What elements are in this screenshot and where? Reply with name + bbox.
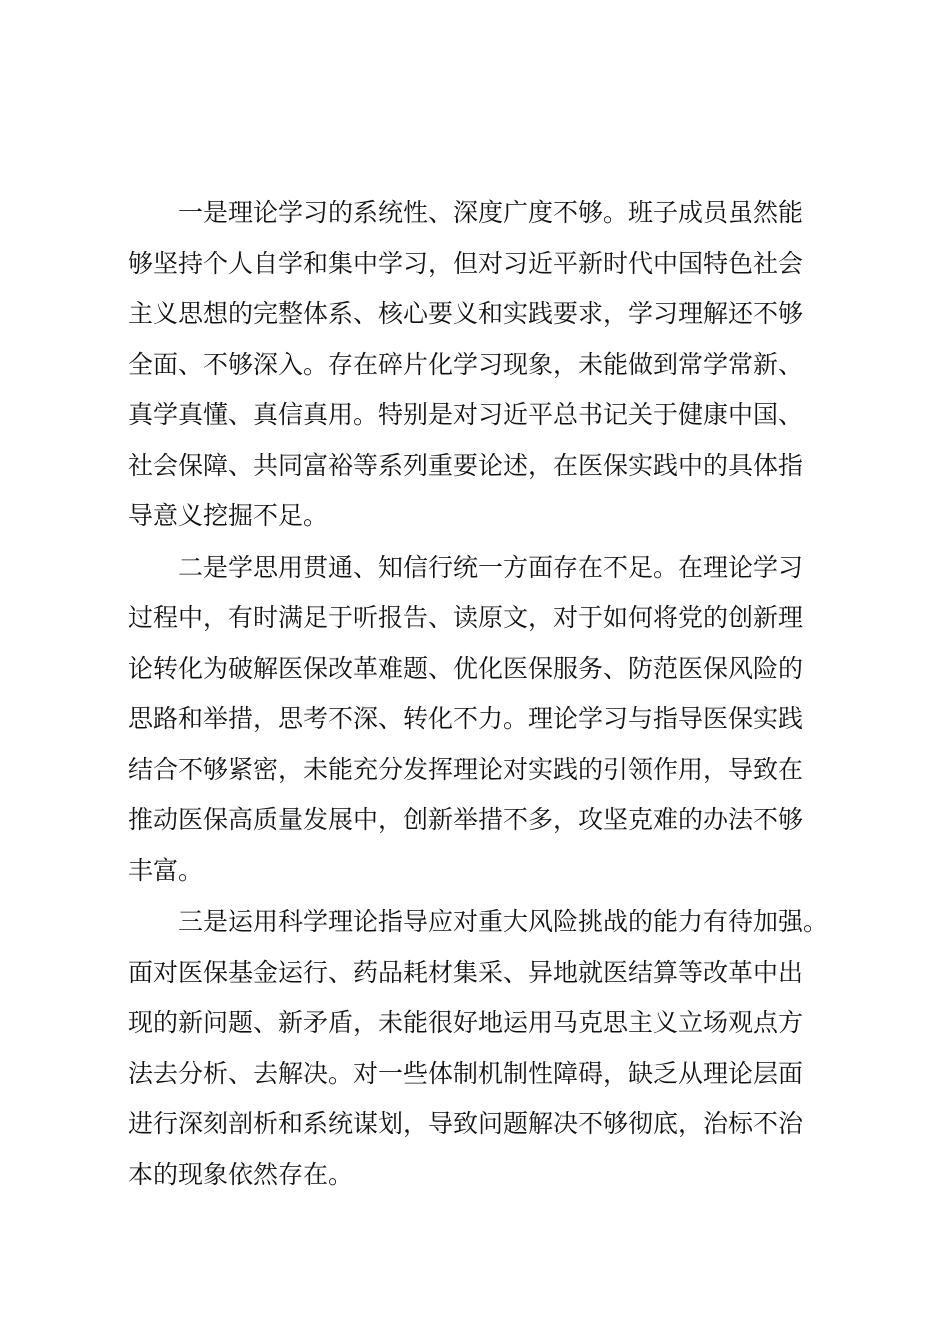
paragraph-1-line-5: 真学真懂、真信真用。特别是对习近平总书记关于健康中国、 <box>128 400 804 429</box>
paragraph-2-line-2: 过程中，有时满足于听报告、读原文，对于如何将党的创新理 <box>128 603 804 632</box>
paragraph-3-line-6: 本的现象依然存在。 <box>128 1159 354 1189</box>
paragraph-2-line-4: 思路和举措，思考不深、转化不力。理论学习与指导医保实践 <box>128 704 804 733</box>
paragraph-1-line-7: 导意义挖掘不足。 <box>128 501 329 530</box>
paragraph-3-line-3: 现的新问题、新矛盾，未能很好地运用马克思主义立场观点方 <box>128 1008 804 1037</box>
paragraph-1-line-2: 够坚持个人自学和集中学习，但对习近平新时代中国特色社会 <box>128 248 804 278</box>
paragraph-1-line-4: 全面、不够深入。存在碎片化学习现象，未能做到常学常新、 <box>128 349 804 379</box>
paragraph-3-line-4: 法去分析、去解决。对一些体制机制性障碍，缺乏从理论层面 <box>128 1058 804 1088</box>
paragraph-2-line-7: 丰富。 <box>128 855 204 885</box>
paragraph-3 <box>128 897 829 1200</box>
paragraph-2-line-3: 论转化为破解医保改革难题、优化医保服务、防范医保风险的 <box>128 653 804 683</box>
paragraph-3-line-1: 三是运用科学理论指导应对重大风险挑战的能力有待加强。 <box>178 907 829 936</box>
paragraph-2-line-5: 结合不够紧密，未能充分发挥理论对实践的引领作用，导致在 <box>128 754 804 784</box>
paragraph-1-line-1: 一是理论学习的系统性、深度广度不够。班子成员虽然能 <box>178 198 804 227</box>
paragraph-3-line-2: 面对医保基金运行、药品耗材集采、异地就医结算等改革中出 <box>128 957 804 987</box>
paragraph-1-line-6: 社会保障、共同富裕等系列重要论述，在医保实践中的具体指 <box>128 450 804 480</box>
document-body <box>128 188 829 1201</box>
paragraph-2-line-1: 二是学思用贯通、知信行统一方面存在不足。在理论学习 <box>178 552 804 582</box>
paragraph-2 <box>128 543 820 897</box>
paragraph-3-line-5: 进行深刻剖析和系统谋划，导致问题解决不够彻底，治标不治 <box>128 1109 804 1138</box>
paragraph-2-line-6: 推动医保高质量发展中，创新举措不多，攻坚克难的办法不够 <box>128 805 804 834</box>
paragraph-1-line-3: 主义思想的完整体系、核心要义和实践要求，学习理解还不够 <box>128 299 804 328</box>
paragraph-1 <box>128 188 820 542</box>
